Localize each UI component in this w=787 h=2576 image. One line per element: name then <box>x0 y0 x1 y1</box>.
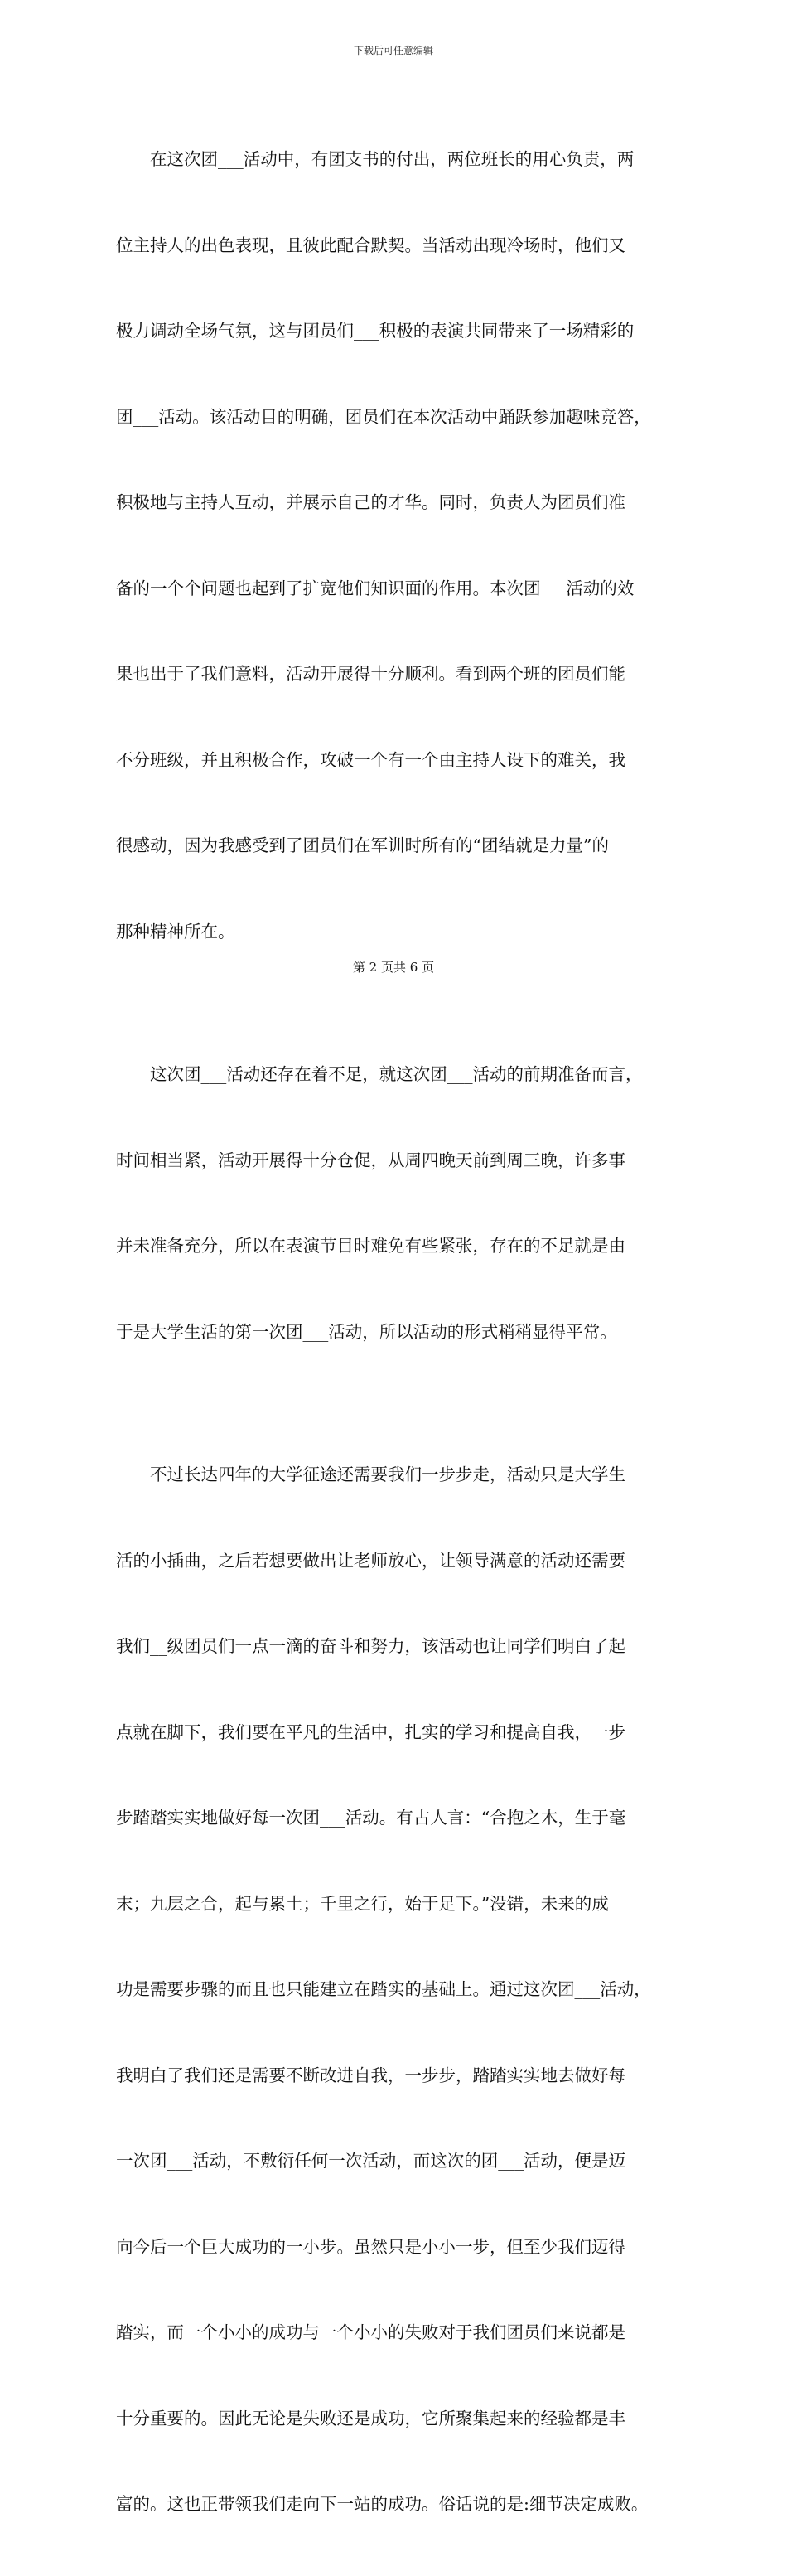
page-number: 第 2 页共 6 页 <box>352 960 435 975</box>
text-line: 那种精神所在。 <box>116 921 235 942</box>
text-line: 十分重要的。因此无论是失败还是成功，它所聚集起来的经验都是丰 <box>116 2408 625 2428</box>
document-body <box>116 88 688 2576</box>
page-header: 下载后可任意编辑 <box>353 45 433 56</box>
paragraph-3 <box>116 1403 688 2576</box>
text-line: 这次团___活动还存在着不足，就这次团___活动的前期准备而言， <box>116 1064 643 1084</box>
text-line: 踏实，而一个小小的成功与一个小小的失败对于我们团员们来说都是 <box>116 2322 625 2342</box>
text-line: 在这次团___活动中，有团支书的付出，两位班长的用心负责，两 <box>116 149 635 169</box>
text-line: 我明白了我们还是需要不断改进自我，一步步，踏踏实实地去做好每 <box>116 2065 625 2085</box>
text-line: 活的小插曲，之后若想要做出让老师放心，让领导满意的活动还需要 <box>116 1550 625 1571</box>
text-line: 不分班级，并且积极合作，攻破一个有一个由主持人设下的难关，我 <box>116 749 625 770</box>
text-line: 位主持人的出色表现，且彼此配合默契。当活动出现冷场时，他们又 <box>116 235 625 255</box>
paragraph-1 <box>116 88 688 1003</box>
text-line: 积极地与主持人互动，并展示自己的才华。同时，负责人为团员们准 <box>116 492 625 512</box>
paragraph-2 <box>116 1003 688 1403</box>
text-line: 并未准备充分，所以在表演节目时难免有些紧张，存在的不足就是由 <box>116 1236 625 1256</box>
text-line: 团___活动。该活动目的明确，团员们在本次活动中踊跃参加趣味竞答， <box>116 406 651 427</box>
text-line: 不过长达四年的大学征途还需要我们一步步走，活动只是大学生 <box>116 1465 625 1484</box>
text-line: 极力调动全场气氛，这与团员们___积极的表演共同带来了一场精彩的 <box>116 321 635 341</box>
text-line: 我们__级团员们一点一滴的奋斗和努力，该活动也让同学们明白了起 <box>116 1636 625 1656</box>
text-line: 一次团___活动，不敷衍任何一次活动，而这次的团___活动，便是迈 <box>116 2151 625 2171</box>
text-line: 果也出于了我们意料，活动开展得十分顺利。看到两个班的团员们能 <box>116 664 625 684</box>
text-line: 功是需要步骤的而且也只能建立在踏实的基础上。通过这次团___活动， <box>116 1979 651 1999</box>
text-line: 富的。这也正带领我们走向下一站的成功。俗话说的是:细节决定成败。 <box>116 2494 649 2514</box>
text-line: 很感动，因为我感受到了团员们在军训时所有的“团结就是力量”的 <box>116 835 609 855</box>
text-line: 于是大学生活的第一次团___活动，所以活动的形式稍稍显得平常。 <box>116 1321 617 1342</box>
text-line: 备的一个个问题也起到了扩宽他们知识面的作用。本次团___活动的效 <box>116 578 635 598</box>
text-line: 点就在脚下，我们要在平凡的生活中，扎实的学习和提高自我，一步 <box>116 1721 625 1742</box>
text-line: 时间相当紧，活动开展得十分仓促，从周四晚天前到周三晚，许多事 <box>116 1150 625 1170</box>
text-line: 末；九层之合，起与累土；千里之行，始于足下。”没错，未来的成 <box>116 1893 609 1914</box>
text-line: 步踏踏实实地做好每一次团___活动。有古人言：“合抱之木，生于毫 <box>116 1808 626 1828</box>
text-line: 向今后一个巨大成功的一小步。虽然只是小小一步，但至少我们迈得 <box>116 2236 625 2257</box>
